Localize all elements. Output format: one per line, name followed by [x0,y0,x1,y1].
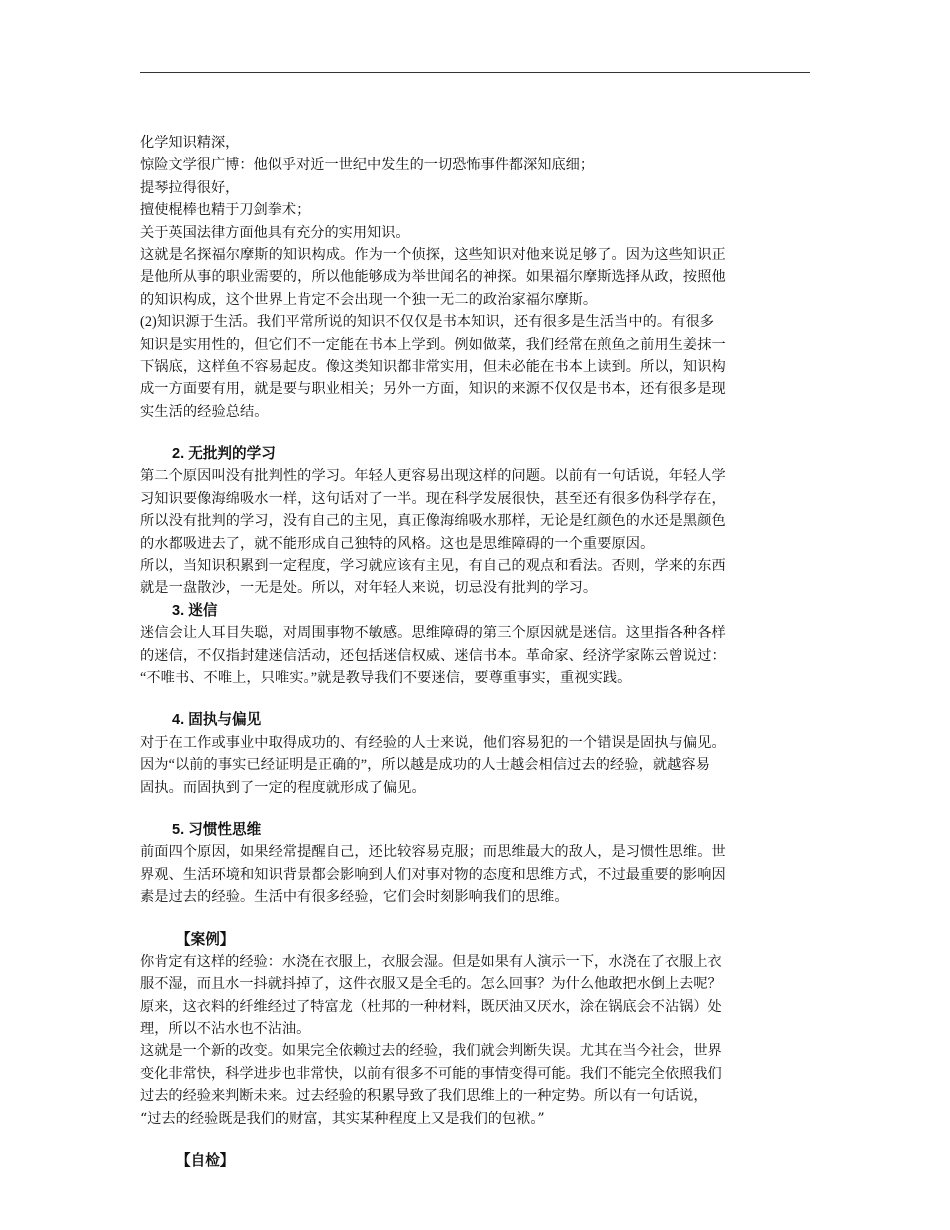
stubbornness-paragraph [140,732,812,799]
text-line: 服不湿，而且水一抖就抖掉了，这件衣服又是全毛的。怎么回事？为什么他敢把水倒上去呢？ [140,976,722,993]
document-body [140,132,812,1172]
habitual-thinking-paragraph [140,841,812,908]
knowledge-from-life-paragraph [140,311,812,423]
text-line: 迷信会让人耳目失聪，对周围事物不敏感。思维障碍的第三个原因就是迷信。这里指各种各样 [140,625,726,642]
text-line: 惊险文学很广博：他似乎对近一世纪中发生的一切恐怖事件都深知底细； [140,157,595,174]
text-line: 成一方面要有用，就是要与职业相关；另外一方面，知识的来源不仅仅是书本，还有很多是现 [140,381,726,398]
skills-list [140,132,812,244]
uncritical-learning-paragraph [140,465,812,599]
text-line: 就是一盘散沙，一无是处。所以，对年轻人来说，切忌没有批判的学习。 [140,580,598,597]
text-line: 实生活的经验总结。 [140,403,269,420]
text-line: 化学知识精深， [140,135,240,151]
text-line: 固执。而固执到了一定的程度就形成了偏见。 [140,779,426,796]
holmes-summary-paragraph [140,244,812,311]
section-heading-self-check: 【自检】 [176,1153,235,1170]
text-line: 的知识构成，这个世界上肯定不会出现一个独一无二的政治家福尔摩斯。 [140,291,598,308]
text-line: 知识是实用性的，但它们不一定能在书本上学到。例如做菜，我们经常在煎鱼之前用生姜抹一 [140,336,726,353]
text-line: 变化非常快，科学进步也非常快，以前有很多不可能的事情变得可能。我们不能完全依照我们 [140,1065,722,1082]
case-paragraph [140,951,812,1130]
text-line: 关于英国法律方面他具有充分的实用知识。 [140,224,410,241]
superstition-paragraph [140,622,812,689]
text-line: “过去的经验既是我们的财富，其实某种程度上又是我们的包袱。” [140,1110,545,1127]
text-line: 下锅底，这样鱼不容易起皮。像这类知识都非常实用，但未必能在书本上读到。所以，知识构 [140,358,726,375]
text-line: 原来，这衣料的纤维经过了特富龙（杜邦的一种材料，既厌油又厌水，涂在锅底会不沾锅）处 [140,998,722,1015]
text-line: “不唯书、不唯上，只唯实。”就是教导我们不要迷信，要尊重事实，重视实践。 [140,669,632,686]
text-line: 所以，当知识积累到一定程度，学习就应该有主见，有自己的观点和看法。否则，学来的东西 [140,558,726,575]
text-line: 第二个原因叫没有批判性的学习。年轻人更容易出现这样的问题。以前有一句话说，年轻人学 [140,468,726,485]
section-heading-stubbornness: 4. 固执与偏见 [172,712,262,729]
text-line: 对于在工作或事业中取得成功的、有经验的人士来说，他们容易犯的一个错误是固执与偏见。 [140,734,726,751]
header-rule [140,72,810,73]
text-line: 是他所从事的职业需要的，所以他能够成为举世闻名的神探。如果福尔摩斯选择从政，按照他 [140,269,726,286]
text-line: 的水都吸进去了，就不能形成自己独特的风格。这也是思维障碍的一个重要原因。 [140,535,655,552]
text-line: 的迷信，不仅指封建迷信活动，还包括迷信权威、迷信书本。革命家、经济学家陈云曾说过： [140,647,726,664]
section-heading-case: 【案例】 [176,931,235,948]
text-line: 所以没有批判的学习，没有自己的主见，真正像海绵吸水那样，无论是红颜色的水还是黑颜色 [140,513,726,530]
section-heading-uncritical-learning: 2. 无批判的学习 [172,446,276,463]
text-line: 这就是名探福尔摩斯的知识构成。作为一个侦探，这些知识对他来说足够了。因为这些知识正 [140,246,726,263]
text-line: 过去的经验来判断未来。过去经验的积累导致了我们思维上的一种定势。所以有一句话说， [140,1088,708,1105]
text-line: (2)知识源于生活。我们平常所说的知识不仅仅是书本知识，还有很多是生活当中的。有很多 [140,314,715,331]
text-line: 界观、生活环境和知识背景都会影响到人们对事对物的态度和思维方式，不过最重要的影响因 [140,866,726,883]
text-line: 素是过去的经验。生活中有很多经验，它们会时刻影响我们的思维。 [140,889,569,906]
text-line: 因为“以前的事实已经证明是正确的”，所以越是成功的人士越会相信过去的经验，就越容易 [140,757,711,774]
text-line: 这就是一个新的改变。如果完全依赖过去的经验，我们就会判断失误。尤其在当今社会，世界 [140,1043,722,1060]
text-line: 前面四个原因，如果经常提醒自己，还比较容易克服；而思维最大的敌人，是习惯性思维。世 [140,844,726,861]
text-line: 理，所以不沾水也不沾油。 [140,1021,311,1038]
text-line: 习知识要像海绵吸水一样，这句话对了一半。现在科学发展很快，甚至还有很多伪科学存在， [140,490,726,507]
section-heading-superstition: 3. 迷信 [172,602,218,619]
text-line: 你肯定有这样的经验：水浇在衣服上，衣服会湿。但是如果有人演示一下，水浇在了衣服上衣 [140,953,722,970]
section-heading-habitual-thinking: 5. 习惯性思维 [172,821,262,838]
text-line: 擅使棍棒也精于刀剑拳术； [140,202,311,219]
text-line: 提琴拉得很好， [140,179,240,196]
